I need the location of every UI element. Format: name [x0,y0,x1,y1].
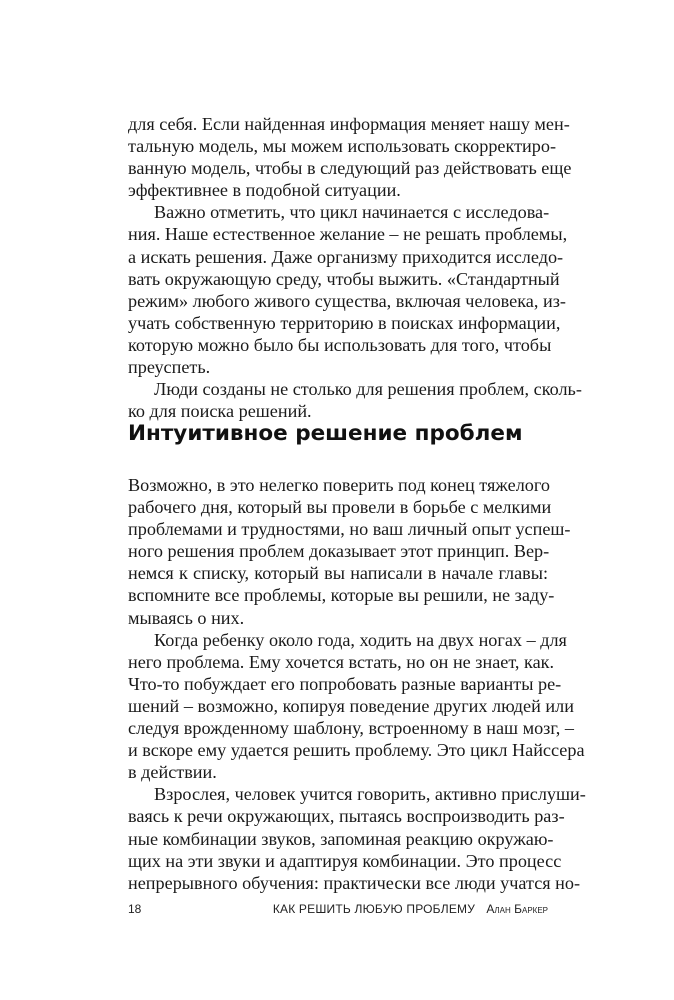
text-line: ния. Наше естественное желание – не решать проблемы, [128,224,568,245]
body-text-bottom [128,474,586,894]
page-footer [128,902,548,922]
body-text-top [128,113,582,422]
running-head [273,902,548,916]
text-line: учать собственную территорию в поисках информации, [128,312,561,333]
text-line: непрерывного обучения: практически все люди учатся но- [128,872,581,893]
section-heading: Интуитивное решение проблем [128,421,523,446]
text-line: Взрослея, человек учится говорить, активно прислуши- [154,784,586,805]
text-line: преуспеть. [128,357,211,378]
text-line: режим» любого живого существа, включая человека, из- [128,290,566,311]
text-line: него проблема. Ему хочется встать, но он не знает, как. [128,651,555,672]
text-line: щих на эти звуки и адаптируя комбинации. Это процесс [128,850,562,871]
text-line: мываясь о них. [128,607,245,628]
text-line: эффективнее в подобной ситуации. [128,180,401,201]
text-line: которую можно было бы использовать для того, чтобы [128,334,552,355]
book-title: КАК РЕШИТЬ ЛЮБУЮ ПРОБЛЕМУ [272,902,476,916]
text-line: проблемами и трудностями, но ваш личный опыт успеш- [128,519,571,540]
author-name: Алан Баркер [486,902,548,916]
text-line: ные комбинации звуков, запоминая реакцию окружаю- [128,828,554,849]
text-line: вспомните все проблемы, которые вы решили, не заду- [128,585,555,606]
text-line: немся к списку, который вы написали в начале главы: [128,563,548,584]
text-line: рабочего дня, который вы провели в борьбе с мелкими [128,497,552,518]
text-line: Люди созданы не столько для решения проблем, сколь- [154,379,582,400]
text-line: тальную модель, мы можем использовать скорректиро- [128,136,557,157]
text-line: ванную модель, чтобы в следующий раз действовать еще [128,158,572,179]
text-line: ного решения проблем доказывает этот принцип. Вер- [128,541,550,562]
text-line: и вскоре ему удается решить проблему. Это цикл Найссера [128,740,585,761]
text-line: Важно отметить, что цикл начинается с исследова- [154,202,550,223]
text-line: Что-то побуждает его попробовать разные варианты ре- [128,673,562,694]
text-line: следуя врожденному шаблону, встроенному в наш мозг, – [128,718,574,739]
text-line: ко для поиска решений. [128,401,312,422]
text-line: для себя. Если найденная информация меняет нашу мен- [128,114,570,134]
text-line: Когда ребенку около года, ходить на двух ногах – для [154,629,567,650]
text-line: шений – возможно, копируя поведение других людей или [128,695,574,716]
text-line: в действии. [128,762,217,783]
text-line: Возможно, в это нелегко поверить под конец тяжелого [128,475,550,495]
page-number: 18 [128,902,142,916]
text-line: ваясь к речи окружающих, пытаясь воспроизводить раз- [128,806,565,827]
text-line: а искать решения. Даже организму приходится исследо- [128,246,564,267]
text-line: вать окружающую среду, чтобы выжить. «Стандартный [128,268,560,289]
